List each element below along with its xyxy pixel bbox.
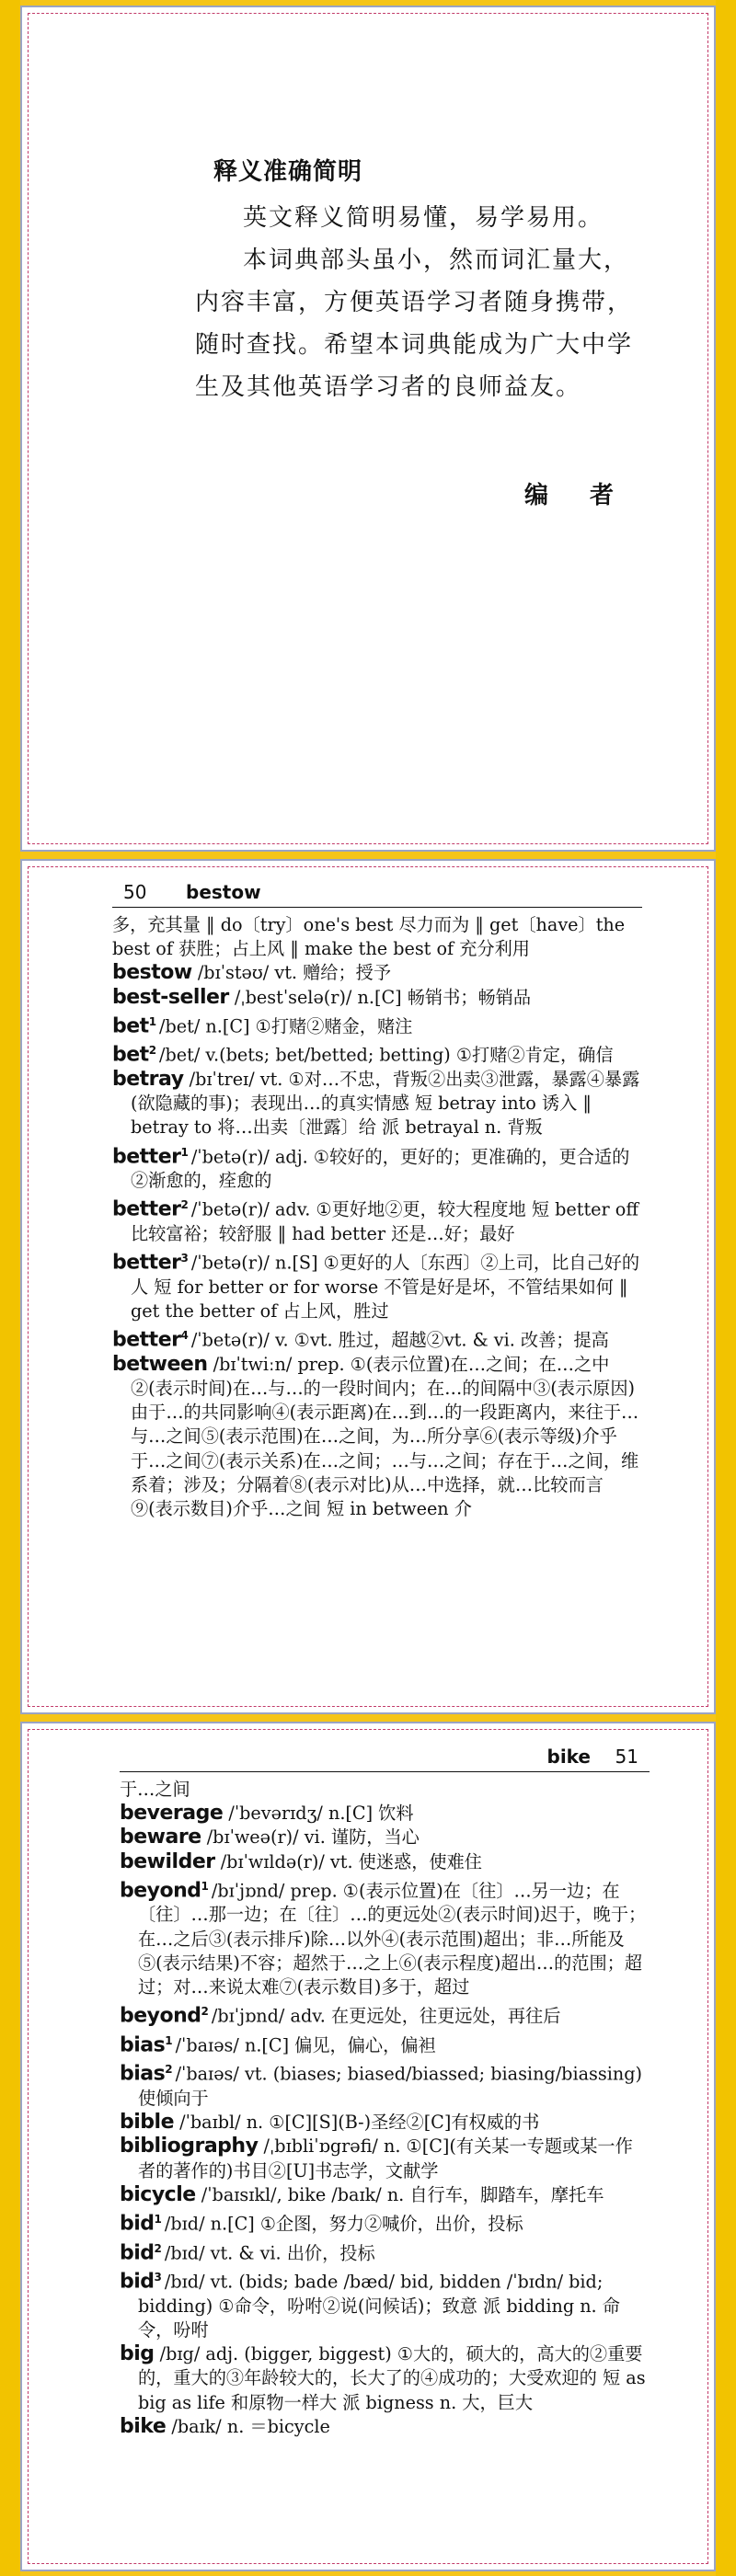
entry-headword: bible xyxy=(120,2111,174,2135)
entry-list xyxy=(120,1778,650,2439)
dictionary-entry xyxy=(120,2057,650,2111)
page-margin-line xyxy=(28,13,708,844)
entry-headword: betray xyxy=(112,1068,184,1091)
right-border-stripe xyxy=(716,0,736,2576)
dictionary-entry xyxy=(112,1193,642,1246)
entry-headword: bet xyxy=(112,1014,149,1038)
page-50-content xyxy=(112,879,642,1521)
entry-definition: /bet/ n.[C] ①打赌②赌金，赌注 xyxy=(159,1015,413,1037)
homograph-number: 1 xyxy=(180,1145,189,1159)
entry-definition: /ˈbaɪəs/ vt. (biases; biased/biassed; biasing/biassing) 使倾向于 xyxy=(138,2063,642,2109)
dictionary-entry xyxy=(120,1999,650,2029)
entry-definition: /ˌbɪbliˈɒgrəfi/ n. ①[C](有关某一专题或某一作者的著作的)书目②[U]书志学，文献学 xyxy=(138,2135,633,2181)
entry-headword: bias xyxy=(120,2033,166,2057)
dictionary-entry xyxy=(112,986,642,1010)
dictionary-entry xyxy=(112,1353,642,1521)
homograph-number: 3 xyxy=(180,1252,189,1265)
left-border-stripe xyxy=(0,0,20,2576)
entry-headword: better xyxy=(112,1251,181,1275)
dictionary-entry xyxy=(120,2237,650,2266)
preface-text xyxy=(195,151,648,408)
dictionary-entry xyxy=(112,1140,642,1194)
entry-definition: /ˈbaɪbl/ n. ①[C][S](B-)圣经②[C]有权威的书 xyxy=(179,2112,540,2134)
dictionary-entry xyxy=(120,1850,650,1874)
homograph-number: 2 xyxy=(201,2005,209,2019)
entry-headword: better xyxy=(112,1328,181,1352)
entry-headword: bewilder xyxy=(120,1849,215,1873)
running-head xyxy=(120,1744,650,1772)
dictionary-entry xyxy=(112,961,642,985)
dictionary-entry xyxy=(120,1778,650,1802)
dictionary-entry xyxy=(112,1010,642,1039)
preface-heading: 释义准确简明 xyxy=(213,158,363,186)
entry-definition: /ˈbevərɪdʒ/ n.[C] 饮料 xyxy=(228,1803,414,1825)
page-number: 50 xyxy=(123,880,147,903)
entry-definition: 于…之间 xyxy=(120,1779,190,1800)
entry-definition: /bɪˈtreɪ/ vt. ①对…不忠，背叛②出卖③泄露，暴露④暴露(欲隐藏的事)；表现出…的真实情感 短 betray into 诱入 ‖ betray to 将…出卖〔泄露〕给 派 betrayal n. 背叛 xyxy=(131,1069,640,1139)
dictionary-entry xyxy=(112,1323,642,1353)
dictionary-entry xyxy=(120,2029,650,2058)
entry-headword: beware xyxy=(120,1826,201,1849)
entry-headword: bibliography xyxy=(120,2135,259,2158)
entry-definition: /bɪd/ vt. (bids; bade /bæd/ bid, bidden /ˈbɪdn/ bid; bidding) ①命令，吩咐②说(问候话)；致意 派 bidding n. 命令，吩咐 xyxy=(138,2271,620,2341)
entry-definition: /ˈbaɪəs/ n.[C] 偏见，偏心，偏袒 xyxy=(175,2034,436,2056)
running-head-word: bike xyxy=(546,1745,591,1768)
entry-definition: /ˈbetə(r)/ v. ①vt. 胜过，超越②vt. & vi. 改善；提高 xyxy=(190,1329,609,1351)
dictionary-entry xyxy=(120,2111,650,2135)
entry-definition: /ˈbetə(r)/ n.[S] ①更好的人〔东西〕②上司，比自己好的人 短 for better or for worse 不管是好是坏，不管结果如何 ‖ get the better of 占上风，胜过 xyxy=(131,1252,640,1322)
dictionary-entry xyxy=(112,1246,642,1323)
page-51-content xyxy=(120,1744,650,2439)
preface-signature: 编 者 xyxy=(524,482,631,509)
entry-headword: beyond xyxy=(120,2004,201,2028)
entry-headword: between xyxy=(112,1352,208,1376)
dictionary-entry xyxy=(120,1826,650,1849)
entry-headword: bid xyxy=(120,2241,155,2264)
homograph-number: 1 xyxy=(154,2213,162,2227)
dictionary-page-50 xyxy=(20,859,716,1714)
dictionary-entry xyxy=(120,2207,650,2237)
entry-definition: /ˌbestˈselə(r)/ n.[C] 畅销书；畅销品 xyxy=(234,986,532,1008)
dictionary-entry xyxy=(120,2415,650,2439)
entry-headword: bid xyxy=(120,2212,155,2236)
entry-headword: bid xyxy=(120,2270,155,2294)
entry-headword: better xyxy=(112,1145,181,1168)
entry-definition: /bɪˈjɒnd/ prep. ①(表示位置)在〔往〕…另一边；在〔往〕…那一边；在〔往〕…的更远处②(表示时间)迟于，晚于；在…之后③(表示排斥)除…以外④(表示范围)超出；非…所能及⑤(表示结果)不容；超然于…之上⑥(表示程度)超出…的范围；超过；对…来说太难⑦(表示数目)多于，超过 xyxy=(138,1880,647,1998)
homograph-number: 2 xyxy=(148,1044,157,1058)
dictionary-entry xyxy=(120,2342,650,2415)
dictionary-page-51 xyxy=(20,1722,716,2571)
entry-definition: /ˈbetə(r)/ adv. ①更好地②更，较大程度地 短 better off 比较富裕；较舒服 ‖ had better 还是…好；最好 xyxy=(131,1198,638,1244)
dictionary-entry xyxy=(120,2183,650,2207)
dictionary-entry xyxy=(120,1874,650,1999)
homograph-number: 2 xyxy=(154,2241,162,2255)
dictionary-entry xyxy=(120,2135,650,2182)
page-number: 51 xyxy=(615,1745,638,1768)
entry-definition: /bɪd/ vt. & vi. 出价，投标 xyxy=(164,2242,375,2263)
entry-definition: /baɪk/ n. ＝bicycle xyxy=(171,2415,330,2437)
entry-headword: bike xyxy=(120,2414,167,2438)
running-head-word: bestow xyxy=(186,880,261,903)
entry-headword: bestow xyxy=(112,961,192,985)
entry-definition: /bɪˈstəʊ/ vt. 赠给；授予 xyxy=(197,962,392,984)
entry-definition: /bɪˈtwiːn/ prep. ①(表示位置)在…之间；在…之中②(表示时间)在…与…的一段时间内；在…的间隔中③(表示原因)由于…的共同影响④(表示距离)在…到…的一段距离内，来往于…与…之间⑤(表示范围)在…之间，为…所分享⑥(表示等级)介乎于…之间⑦(表示关系)在…之间；…与…之间；存在于…之间，维系着；涉及；分隔着⑧(表示对比)从…中选择，就…比较而言⑨(表示数目)介乎…之间 短 in between 介 xyxy=(131,1353,639,1520)
entry-definition: /bɪg/ adj. (bigger, biggest) ①大的，硕大的，高大的②重要的，重大的③年龄较大的，长大了的④成功的；大受欢迎的 短 as big as life 和原物一样大 派 bigness n. 大，巨大 xyxy=(138,2343,646,2413)
entry-headword: beyond xyxy=(120,1879,201,1903)
running-head xyxy=(112,879,642,908)
dictionary-entry xyxy=(120,1802,650,1826)
entry-definition: /ˈbaɪsɪkl/, bike /baɪk/ n. 自行车，脚踏车，摩托车 xyxy=(201,2183,604,2205)
entry-definition: 多，充其量 ‖ do〔try〕one's best 尽力而为 ‖ get〔have〕the best of 获胜；占上风 ‖ make the best of 充分利用 xyxy=(112,914,626,960)
homograph-number: 1 xyxy=(165,2033,173,2047)
homograph-number: 4 xyxy=(180,1329,189,1343)
entry-headword: bias xyxy=(120,2062,166,2086)
entry-headword: bet xyxy=(112,1043,149,1067)
entry-headword: beverage xyxy=(120,1802,224,1826)
homograph-number: 1 xyxy=(201,1879,209,1893)
entry-headword: big xyxy=(120,2342,155,2366)
dictionary-entry xyxy=(112,1038,642,1068)
entry-headword: better xyxy=(112,1197,181,1221)
preface-paragraph-2: 本词典部头虽小，然而词汇量大，内容丰富，方便英语学习者随身携带，随时查找。希望本词典能成为广大中学生及其他英语学习者的良师益友。 xyxy=(195,246,634,401)
preface-paragraph-1: 英文释义简明易懂，易学易用。 xyxy=(243,204,604,232)
entry-list xyxy=(112,913,642,1521)
preface-page xyxy=(20,6,716,852)
entry-definition: /ˈbetə(r)/ adj. ①较好的，更好的；更准确的，更合适的②渐愈的，痊愈的 xyxy=(131,1146,630,1192)
entry-definition: /bɪˈjɒnd/ adv. 在更远处，往更远处，再往后 xyxy=(211,2005,561,2027)
dictionary-entry xyxy=(120,2265,650,2342)
entry-definition: /bɪˈweə(r)/ vi. 谨防，当心 xyxy=(206,1826,420,1849)
entry-definition: /bet/ v.(bets; bet/betted; betting) ①打赌②肯定，确信 xyxy=(159,1044,614,1066)
entry-definition: /bɪd/ n.[C] ①企图，努力②喊价，出价，投标 xyxy=(164,2213,523,2235)
entry-definition: /bɪˈwɪldə(r)/ vt. 使迷惑，使难住 xyxy=(220,1850,482,1872)
homograph-number: 3 xyxy=(154,2271,162,2284)
homograph-number: 2 xyxy=(180,1198,189,1212)
entry-headword: bicycle xyxy=(120,2182,196,2206)
homograph-number: 2 xyxy=(165,2063,173,2077)
entry-headword: best-seller xyxy=(112,985,229,1009)
homograph-number: 1 xyxy=(148,1014,157,1028)
dictionary-entry xyxy=(112,913,642,961)
dictionary-entry xyxy=(112,1068,642,1140)
